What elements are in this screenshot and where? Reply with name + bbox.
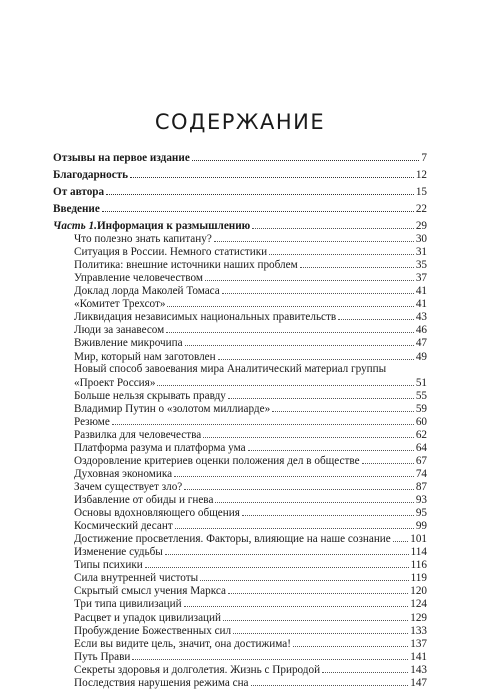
toc-entry-title: Три типа цивилизаций bbox=[74, 598, 182, 611]
dot-leader bbox=[218, 350, 414, 360]
toc-entry bbox=[53, 185, 427, 198]
toc-entry-page: 147 bbox=[410, 676, 427, 689]
toc-entry-page: 15 bbox=[415, 186, 427, 198]
dot-leader bbox=[200, 571, 408, 581]
dot-leader bbox=[175, 519, 414, 529]
toc-entry bbox=[74, 258, 427, 271]
toc-entry-title: Ликвидация независимых национальных правительств bbox=[74, 311, 337, 324]
toc-entry bbox=[74, 571, 427, 584]
toc-entry-title: Типы психики bbox=[74, 559, 143, 572]
toc-entry-title: Люди за занавесом bbox=[74, 324, 165, 337]
toc-entry bbox=[74, 232, 427, 245]
dot-leader bbox=[167, 297, 413, 307]
dot-leader bbox=[393, 532, 408, 542]
toc-entry bbox=[74, 245, 427, 258]
toc-entry-title: Больше нельзя скрывать правду bbox=[74, 389, 226, 402]
toc-entry bbox=[74, 271, 427, 284]
toc-entry-page: 59 bbox=[415, 402, 427, 415]
toc-entry-title: Зачем существует зло? bbox=[74, 481, 183, 493]
dot-leader bbox=[269, 245, 414, 255]
toc-entry-page: 143 bbox=[410, 663, 427, 676]
toc-entry-title: Оздоровление критериев оценки положения дел в обществе bbox=[74, 454, 360, 467]
toc-entry-title: Что полезно знать капитану? bbox=[74, 233, 212, 246]
dot-leader bbox=[322, 663, 408, 673]
toc-entry-page: 46 bbox=[415, 324, 427, 337]
toc-entry-page: 41 bbox=[415, 285, 427, 298]
toc-entry-page: 137 bbox=[410, 637, 427, 650]
dot-leader bbox=[112, 415, 414, 425]
toc-entry bbox=[74, 297, 427, 310]
dot-leader bbox=[214, 232, 414, 242]
toc-entry-page: 67 bbox=[415, 454, 427, 467]
toc-entry-title: Основы вдохновляющего общения bbox=[74, 507, 240, 520]
toc-entry bbox=[74, 336, 427, 349]
dot-leader bbox=[192, 151, 420, 161]
dot-leader bbox=[228, 584, 408, 594]
toc-entry-title: Развилка для человечества bbox=[74, 428, 202, 441]
toc-entry-title: Пробуждение Божественных сил bbox=[74, 624, 232, 637]
dot-leader bbox=[157, 376, 413, 386]
toc-entry-title: Благодарность bbox=[53, 169, 129, 181]
toc-entry-title: Сила внутренней чистоты bbox=[74, 572, 199, 585]
toc-entry bbox=[74, 584, 427, 597]
toc-entry bbox=[74, 558, 427, 571]
dot-leader bbox=[184, 597, 409, 607]
toc-entry-page: 133 bbox=[410, 624, 427, 637]
toc-entry-page: 101 bbox=[410, 533, 427, 546]
toc-entry-title: Космический десант bbox=[74, 520, 173, 533]
toc-entry-title: Новый способ завоевания мира Аналитический материал группы bbox=[74, 362, 387, 375]
toc-entry bbox=[74, 467, 427, 480]
toc-entry-page: 55 bbox=[415, 389, 427, 402]
part-prefix: Часть 1. bbox=[53, 220, 97, 232]
dot-leader bbox=[165, 545, 409, 555]
toc-entry-page: 141 bbox=[410, 650, 427, 663]
toc-entry bbox=[74, 506, 427, 519]
dot-leader bbox=[228, 389, 414, 399]
dot-leader bbox=[102, 202, 414, 212]
toc-entry bbox=[74, 663, 427, 676]
toc-entry-page: 64 bbox=[415, 441, 427, 454]
toc-entry-page: 62 bbox=[415, 428, 427, 441]
dot-leader bbox=[145, 558, 409, 568]
toc-entry-continued bbox=[74, 363, 427, 376]
toc-entry-page: 37 bbox=[415, 272, 427, 285]
toc-entry-page: 129 bbox=[410, 611, 427, 624]
dot-leader bbox=[215, 493, 413, 503]
toc-entry-title: Секреты здоровья и долголетия. Жизнь с Природой bbox=[74, 663, 321, 676]
toc-entry-title: Достижение просветления. Факторы, влияющие на наше сознание bbox=[74, 533, 391, 546]
toc-entry bbox=[74, 415, 427, 428]
toc-entry bbox=[74, 532, 427, 545]
toc-entry-page: 22 bbox=[415, 203, 427, 215]
toc-entry bbox=[74, 493, 427, 506]
toc-entry bbox=[74, 624, 427, 637]
toc-entry-title: Платформа разума и платформа ума bbox=[74, 441, 246, 454]
toc-entry-title: Изменение судьбы bbox=[74, 546, 163, 559]
toc-entry-page: 119 bbox=[410, 572, 427, 585]
dot-leader bbox=[106, 185, 414, 195]
toc-entry-title: Последствия нарушения режима сна bbox=[74, 676, 249, 689]
dot-leader bbox=[223, 611, 408, 621]
dot-leader bbox=[293, 637, 408, 647]
dot-leader bbox=[205, 271, 414, 281]
toc-entry-page: 41 bbox=[415, 298, 427, 311]
toc-entry-title: Доклад лорда Маколей Томаса bbox=[74, 285, 220, 298]
toc-entry bbox=[74, 480, 427, 493]
toc-entry bbox=[74, 310, 427, 323]
toc-entry-title: Управление человечеством bbox=[74, 272, 203, 285]
toc-entry-page: 87 bbox=[415, 481, 427, 493]
toc-entry bbox=[74, 519, 427, 532]
toc-entry-page: 49 bbox=[415, 350, 427, 363]
dot-leader bbox=[248, 441, 414, 451]
dot-leader bbox=[130, 168, 414, 178]
toc-entry-title: Резюме bbox=[74, 415, 110, 428]
toc-entry bbox=[53, 151, 427, 164]
dot-leader bbox=[338, 310, 414, 320]
dot-leader bbox=[233, 624, 408, 634]
dot-leader bbox=[185, 336, 414, 346]
toc-entry-title: Если вы видите цель, значит, она достижима! bbox=[74, 637, 291, 650]
toc-entry-title: Введение bbox=[53, 203, 100, 215]
toc-entry-page: 60 bbox=[415, 415, 427, 428]
toc-entry bbox=[74, 454, 427, 467]
toc-entry bbox=[74, 284, 427, 297]
toc-entry-title: Духовная экономика bbox=[74, 467, 173, 480]
toc-entry-title: Вживление микрочипа bbox=[74, 337, 183, 350]
toc-entry-title: Информация к размышлению bbox=[96, 220, 251, 232]
toc-entry-title: «Проект Россия» bbox=[74, 376, 156, 389]
toc-entry-title: Избавление от обиды и гнева bbox=[74, 494, 214, 507]
toc-entry bbox=[74, 323, 427, 336]
toc-entry-page: 51 bbox=[415, 376, 427, 389]
dot-leader bbox=[252, 219, 414, 229]
toc-entry-page: 99 bbox=[415, 520, 427, 533]
toc-entry-page: 43 bbox=[415, 311, 427, 324]
dot-leader bbox=[251, 676, 409, 686]
toc-entry-page: 74 bbox=[415, 467, 427, 480]
toc-title: СОДЕРЖАНИЕ bbox=[154, 110, 326, 134]
toc-entry bbox=[53, 202, 427, 215]
dot-leader bbox=[362, 454, 414, 464]
dot-leader bbox=[174, 467, 414, 477]
toc-entry bbox=[74, 441, 427, 454]
toc-entry bbox=[74, 402, 427, 415]
toc-entry-page: 95 bbox=[415, 507, 427, 520]
dot-leader bbox=[203, 428, 414, 438]
toc-entry bbox=[53, 219, 427, 232]
toc-entry bbox=[53, 168, 427, 181]
toc-entry-page: 116 bbox=[410, 559, 427, 572]
toc-entry bbox=[74, 545, 427, 558]
toc-entry-title: Путь Прави bbox=[74, 650, 131, 663]
toc-entry-title: Владимир Путин о «золотом миллиарде» bbox=[74, 402, 271, 415]
dot-leader bbox=[132, 650, 408, 660]
toc-entry bbox=[74, 650, 427, 663]
toc-entry bbox=[74, 676, 427, 689]
dot-leader bbox=[272, 402, 414, 412]
toc-entry-page: 124 bbox=[410, 598, 427, 611]
toc-entry-title: Мир, который нам заготовлен bbox=[74, 350, 216, 363]
toc-entry bbox=[74, 611, 427, 624]
toc-entry-page: 35 bbox=[415, 259, 427, 272]
toc-entry-title: Ситуация в России. Немного статистики bbox=[74, 246, 268, 259]
toc-entry bbox=[74, 597, 427, 610]
toc-entry-title: Отзывы на первое издание bbox=[53, 152, 190, 164]
toc-entry-page: 120 bbox=[410, 585, 427, 598]
toc-entry-page: 7 bbox=[421, 152, 427, 164]
toc-entry bbox=[74, 428, 427, 441]
dot-leader bbox=[166, 323, 414, 333]
toc-entry-page: 31 bbox=[415, 246, 427, 259]
toc-entry bbox=[74, 389, 427, 402]
toc-entry bbox=[74, 350, 427, 363]
toc-entry-title: «Комитет Трехсот» bbox=[74, 298, 166, 311]
toc-entry-title: Расцвет и упадок цивилизаций bbox=[74, 611, 222, 624]
toc-entry-page: 47 bbox=[415, 337, 427, 350]
dot-leader bbox=[242, 506, 414, 516]
dot-leader bbox=[222, 284, 414, 294]
toc-entry-page: 30 bbox=[415, 233, 427, 246]
toc-entry-title: От автора bbox=[53, 186, 105, 198]
toc-entry bbox=[74, 376, 427, 389]
dot-leader bbox=[184, 480, 414, 490]
toc-entry-page: 93 bbox=[415, 494, 427, 507]
dot-leader bbox=[300, 258, 414, 268]
toc-entry-page: 29 bbox=[415, 220, 427, 232]
toc-entry-page: 12 bbox=[415, 169, 427, 181]
toc-entry-title: Политика: внешние источники наших проблем bbox=[74, 259, 298, 272]
toc-entry-page: 114 bbox=[410, 546, 427, 559]
toc-entry-title: Скрытый смысл учения Маркса bbox=[74, 585, 226, 598]
toc-entry bbox=[74, 637, 427, 650]
